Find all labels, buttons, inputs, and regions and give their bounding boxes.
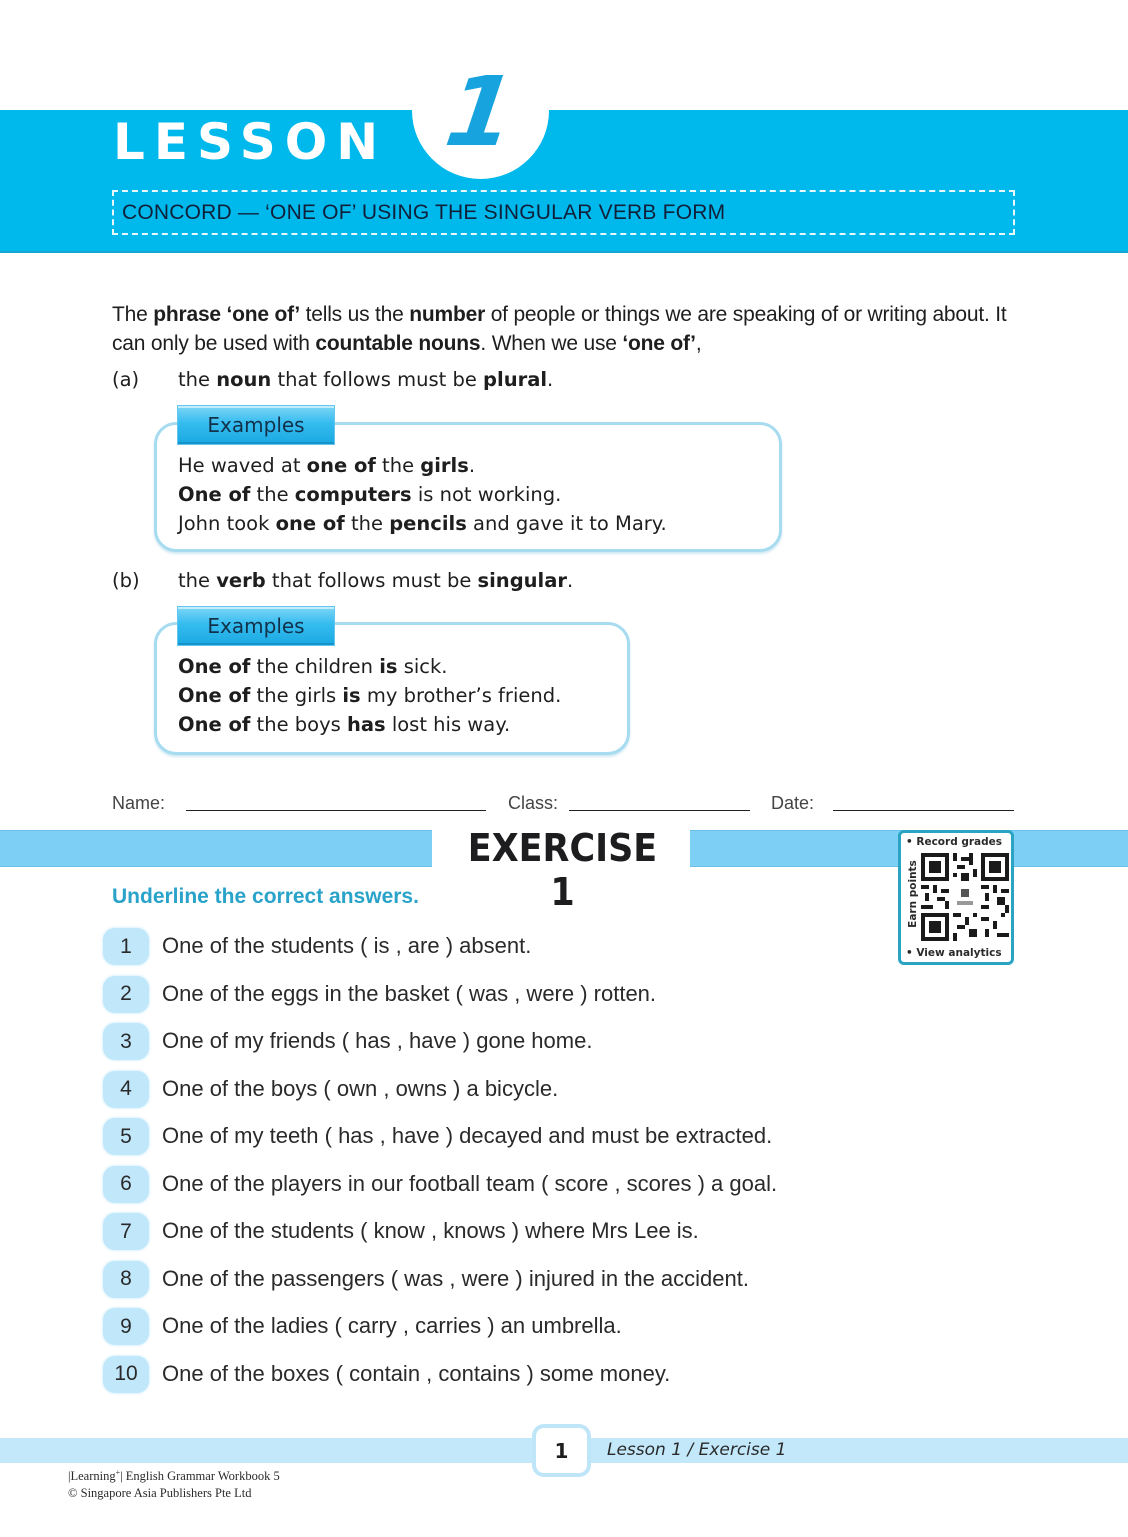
- examples-tab-b: [177, 606, 335, 646]
- question-number-badge: 8: [103, 1261, 149, 1298]
- examples-list-b: [178, 652, 561, 739]
- example-line: He waved at one of the girls.: [178, 454, 476, 477]
- student-info-row: [112, 793, 1014, 817]
- examples-list-a: [178, 451, 667, 538]
- rule-label: (b): [112, 569, 140, 592]
- question-number-badge: 10: [103, 1356, 149, 1393]
- rule-b: [112, 569, 573, 592]
- example-line: One of the boys has lost his way.: [178, 713, 511, 736]
- question-list: [103, 928, 923, 1403]
- examples-tab-a: [177, 405, 335, 445]
- topic-title: CONCORD — ‘ONE OF’ USING THE SINGULAR VERB FORM: [122, 200, 726, 224]
- class-label: Class:: [508, 793, 559, 813]
- question-item: [103, 1023, 923, 1071]
- exercise-title: EXERCISE 1: [467, 826, 658, 914]
- topic-box: [112, 190, 1015, 235]
- publisher-info: [68, 1464, 280, 1502]
- question-text[interactable]: One of my friends ( has , have ) gone home.: [162, 1028, 593, 1053]
- class-field[interactable]: [569, 810, 750, 811]
- question-item: [103, 1308, 923, 1356]
- question-number-badge: 5: [103, 1118, 149, 1155]
- question-number-badge: 6: [103, 1166, 149, 1203]
- publisher-title: |Learning+| English Grammar Workbook 5: [68, 1468, 280, 1484]
- date-label: Date:: [771, 793, 815, 813]
- question-number-badge: 7: [103, 1213, 149, 1250]
- question-item: [103, 976, 923, 1024]
- lesson-heading: LESSON: [113, 113, 388, 171]
- example-line: One of the children is sick.: [178, 655, 448, 678]
- page-number: 1: [532, 1424, 591, 1477]
- example-line: John took one of the pencils and gave it to Mary.: [178, 512, 667, 535]
- date-field[interactable]: [833, 810, 1014, 811]
- lesson-number: 1: [439, 56, 522, 168]
- qr-earn-points-label: Earn points: [907, 860, 919, 928]
- question-item: [103, 1071, 923, 1119]
- question-number-badge: 3: [103, 1023, 149, 1060]
- question-item: [103, 1213, 923, 1261]
- footer-breadcrumb: Lesson 1 / Exercise 1: [607, 1440, 787, 1460]
- examples-tab-label: Examples: [207, 413, 305, 437]
- question-item: [103, 1166, 923, 1214]
- rule-text: the verb that follows must be singular.: [178, 569, 574, 592]
- qr-view-analytics-label: • View analytics: [906, 947, 1002, 959]
- question-item: [103, 1261, 923, 1309]
- question-number-badge: 4: [103, 1071, 149, 1108]
- exercise-bar-left: [0, 830, 432, 867]
- question-number-badge: 9: [103, 1308, 149, 1345]
- name-label: Name:: [112, 793, 166, 813]
- question-number-badge: 2: [103, 976, 149, 1013]
- question-number-badge: 1: [103, 928, 149, 965]
- intro-paragraph: The phrase ‘one of’ tells us the number of people or things we are speaking of or writing about. It can only be used with countable nouns. When we use ‘one of’,: [112, 303, 1007, 355]
- question-text[interactable]: One of the eggs in the basket ( was , were ) rotten.: [162, 980, 657, 1006]
- question-text[interactable]: One of the players in our football team ( score , scores ) a goal.: [162, 1170, 778, 1196]
- qr-record-grades-label: • Record grades: [906, 836, 1003, 848]
- exercise-instruction: Underline the correct answers.: [112, 885, 419, 908]
- question-item: [103, 1356, 923, 1404]
- question-text[interactable]: One of my teeth ( has , have ) decayed and must be extracted.: [162, 1123, 773, 1148]
- question-item: [103, 1118, 923, 1166]
- qr-code-icon: [921, 853, 1009, 941]
- rule-label: (a): [112, 368, 140, 391]
- name-field[interactable]: [186, 810, 486, 811]
- question-item: [103, 928, 923, 976]
- question-text[interactable]: One of the ladies ( carry , carries ) an umbrella.: [162, 1313, 622, 1338]
- question-text[interactable]: One of the students ( is , are ) absent.: [162, 933, 532, 958]
- question-text[interactable]: One of the boxes ( contain , contains ) some money.: [162, 1360, 671, 1386]
- copyright: © Singapore Asia Publishers Pte Ltd: [68, 1486, 252, 1501]
- question-text[interactable]: One of the passengers ( was , were ) injured in the accident.: [162, 1265, 749, 1291]
- question-text[interactable]: One of the boys ( own , owns ) a bicycle.: [162, 1075, 559, 1101]
- examples-tab-label: Examples: [207, 614, 305, 638]
- example-line: One of the girls is my brother’s friend.: [178, 684, 562, 707]
- example-line: One of the computers is not working.: [178, 483, 562, 506]
- rule-text: the noun that follows must be plural.: [178, 368, 554, 391]
- question-text[interactable]: One of the students ( know , knows ) where Mrs Lee is.: [162, 1218, 699, 1243]
- rule-a: [112, 368, 553, 391]
